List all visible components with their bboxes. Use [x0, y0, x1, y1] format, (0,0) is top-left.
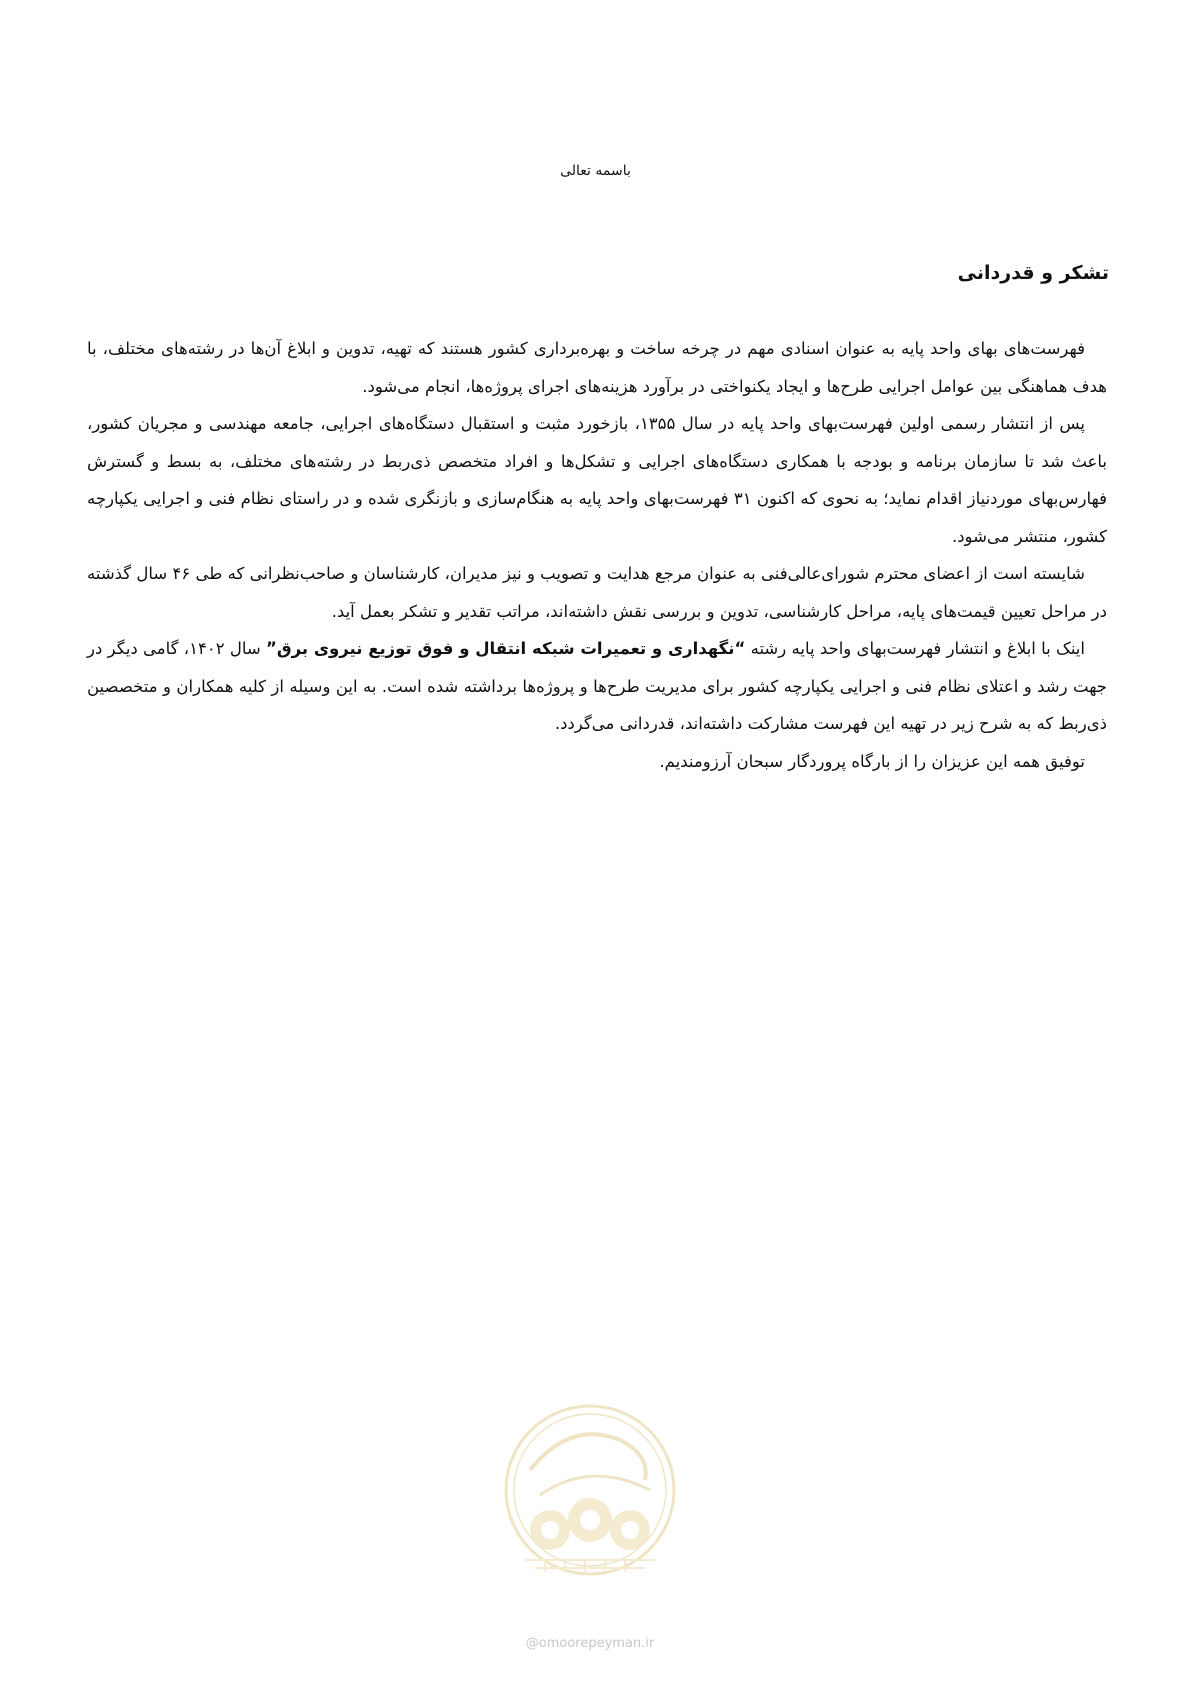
paragraph-intro: فهرست‌های بهای واحد پایه به عنوان اسنادی مهم در چرخه ساخت و بهره‌برداری کشور هستند که تهیه، تدوین و ابلاغ آن‌ها در رشته‌های مختلف، با هدف هماهنگی بین عوامل اجرایی طرح‌ها و ایجاد یکنواختی در برآورد هزینه‌های اجرای پروژه‌ها، انجام می‌شود. — [87, 339, 1107, 396]
field-name-bold: “نگهداری و تعمیرات شبکه انتقال و فوق توزیع نیروی برق” — [266, 639, 746, 658]
basmala-heading: باسمه تعالی — [560, 163, 631, 179]
paragraph-announcement — [87, 630, 1107, 743]
paragraph-history: پس از انتشار رسمی اولین فهرست‌بهای واحد پایه در سال ۱۳۵۵، بازخورد مثبت و استقبال دستگاه‌های اجرایی، جامعه مهندسی و مجریان کشور، باعث شد تا سازمان برنامه و بودجه با همکاری دستگاه‌های اجرایی و تشکل‌ها و افراد متخصص ذی‌ربط در رشته‌های مختلف، به بسط و گسترش فهارس‌بهای موردنیاز اقدام نماید؛ به نحوی که اکنون ۳۱ فهرست‌بهای واحد پایه به هنگام‌سازی و بازنگری شده و در راستای نظام فنی و اجرایی یکپارچه کشور، منتشر می‌شود. — [87, 414, 1107, 546]
watermark-logo-icon — [500, 1400, 680, 1630]
paragraph-announcement-tail: سال ۱۴۰۲، گامی دیگر در جهت رشد و اعتلای نظام فنی و اجرایی یکپارچه کشور برای مدیریت طرح‌ها و پروژه‌ها برداشته شده است. به این وسیله از کلیه همکاران و متخصصین ذی‌ربط که به شرح زیر در تهیه این فهرست مشارکت داشته‌اند، قدردانی می‌گردد. — [87, 639, 1107, 733]
paragraph-closing: توفیق همه این عزیزان را از بارگاه پروردگار سبحان آرزومندیم. — [659, 751, 1085, 771]
page-title: تشکر و قدردانی — [957, 262, 1109, 284]
watermark-url: @omoorepeyman.ir — [525, 1636, 655, 1651]
document-body — [87, 330, 1107, 780]
paragraph-announcement-lead: اینک با ابلاغ و انتشار فهرست‌بهای واحد پایه رشته — [745, 639, 1085, 658]
paragraph-acknowledgement: شایسته است از اعضای محترم شورای‌عالی‌فنی به عنوان مرجع هدایت و تصویب و نیز مدیران، کارشناسان و صاحب‌نظرانی که طی ۴۶ سال گذشته در مراحل تعیین قیمت‌های پایه، مراحل کارشناسی، تدوین و بررسی نقش داشته‌اند، مراتب تقدیر و تشکر بعمل آید. — [87, 564, 1107, 621]
